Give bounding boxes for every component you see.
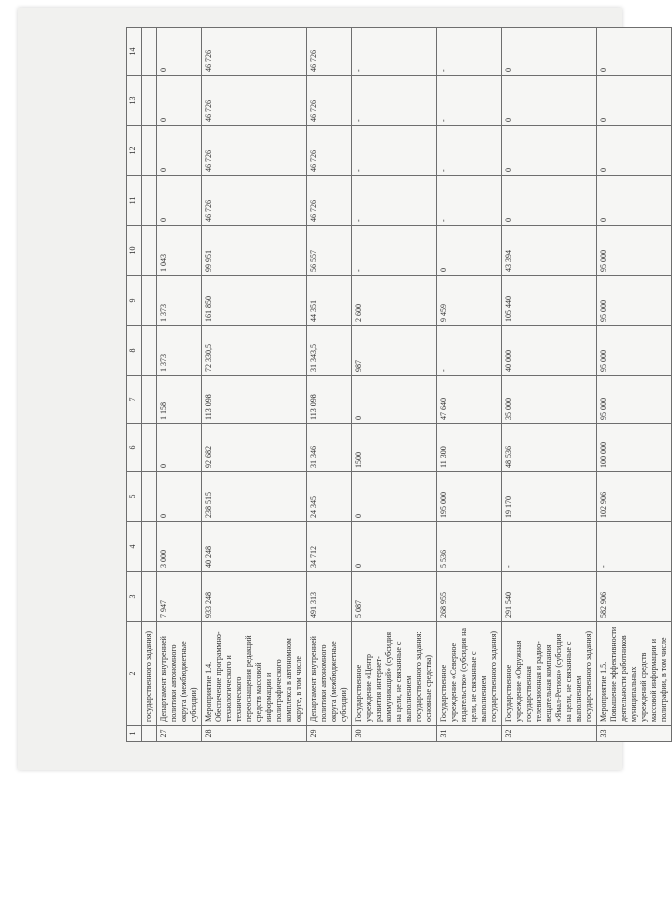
value-cell: 5 536	[437, 522, 502, 572]
column-number-5: 5	[127, 472, 142, 522]
value-cell: 3 000	[157, 522, 202, 572]
value-cell: 1 043	[157, 226, 202, 276]
row-index-cell: 27	[157, 726, 202, 742]
table-row	[157, 28, 202, 742]
value-cell: 95 000	[597, 226, 672, 276]
value-cell	[142, 522, 157, 572]
value-cell: 113 098	[202, 376, 307, 424]
value-cell: 7 947	[157, 572, 202, 622]
table-row	[202, 28, 307, 742]
value-cell: 44 351	[307, 276, 352, 326]
value-cell: 1 373	[157, 276, 202, 326]
value-cell: 0	[502, 28, 597, 76]
value-cell: 491 313	[307, 572, 352, 622]
value-cell: -	[437, 126, 502, 176]
column-number-3: 3	[127, 572, 142, 622]
value-cell: 56 557	[307, 226, 352, 276]
value-cell: 46 726	[307, 76, 352, 126]
column-number-6: 6	[127, 424, 142, 472]
table-row	[597, 28, 672, 742]
value-cell: 291 540	[502, 572, 597, 622]
value-cell: 5 087	[352, 572, 437, 622]
budget-table	[126, 27, 672, 742]
value-cell: 92 682	[202, 424, 307, 472]
value-cell: 0	[352, 472, 437, 522]
value-cell: -	[352, 226, 437, 276]
value-cell: 46 726	[307, 28, 352, 76]
value-cell: 48 536	[502, 424, 597, 472]
row-description-cell: Мероприятие 1.5. Повышение эффективности деятельности работников муниципальных учреждений средств массовой информации и полиграфии, в том числе	[597, 622, 672, 726]
value-cell: 161 850	[202, 276, 307, 326]
value-cell: 46 726	[202, 126, 307, 176]
row-description-cell: Государственное учреждение «Окружная государственная телевизионная и радио-вещательная компания «Ямал-Регион» (субсидия на цели, не связанные с выполнением государственного задания)	[502, 622, 597, 726]
value-cell: 24 345	[307, 472, 352, 522]
column-number-14: 14	[127, 28, 142, 76]
table-row	[307, 28, 352, 742]
value-cell: -	[437, 176, 502, 226]
value-cell: 34 712	[307, 522, 352, 572]
value-cell: 0	[352, 522, 437, 572]
value-cell: 0	[597, 126, 672, 176]
row-description-cell: Государственное учреждение «Центр развития интернет-коммуникаций» (субсидия на цели, не связанные с выполнением государственного задания: основные средства)	[352, 622, 437, 726]
value-cell: 582 906	[597, 572, 672, 622]
column-number-row	[127, 28, 142, 742]
value-cell: 9 459	[437, 276, 502, 326]
value-cell: -	[502, 522, 597, 572]
value-cell: 0	[437, 226, 502, 276]
value-cell: 0	[157, 126, 202, 176]
value-cell: 46 726	[307, 126, 352, 176]
value-cell: 238 515	[202, 472, 307, 522]
row-description-cell: Департамент внутренней политики автономного округа (межбюджетные субсидии)	[307, 622, 352, 726]
value-cell	[142, 424, 157, 472]
value-cell: 0	[157, 76, 202, 126]
value-cell: 933 248	[202, 572, 307, 622]
value-cell: 11 300	[437, 424, 502, 472]
value-cell: 19 170	[502, 472, 597, 522]
value-cell: 0	[502, 126, 597, 176]
value-cell: 268 955	[437, 572, 502, 622]
value-cell: 0	[597, 76, 672, 126]
row-description-cell: Департамент внутренней политики автономного округа (межбюджетные субсидии)	[157, 622, 202, 726]
value-cell: 0	[157, 424, 202, 472]
row-description-cell: государственного задания)	[142, 622, 157, 726]
value-cell: 0	[502, 76, 597, 126]
value-cell: -	[437, 326, 502, 376]
table-row	[352, 28, 437, 742]
value-cell: 46 726	[202, 76, 307, 126]
value-cell: 72 330,5	[202, 326, 307, 376]
value-cell: 100 000	[597, 424, 672, 472]
value-cell: 40 248	[202, 522, 307, 572]
value-cell: 0	[502, 176, 597, 226]
value-cell: -	[352, 28, 437, 76]
column-number-2: 2	[127, 622, 142, 726]
value-cell: 35 000	[502, 376, 597, 424]
value-cell: 987	[352, 326, 437, 376]
value-cell: 43 394	[502, 226, 597, 276]
value-cell: 2 600	[352, 276, 437, 326]
value-cell: 46 726	[202, 176, 307, 226]
row-index-cell: 28	[202, 726, 307, 742]
table-row	[437, 28, 502, 742]
column-number-10: 10	[127, 226, 142, 276]
column-number-1: 1	[127, 726, 142, 742]
row-index-cell: 29	[307, 726, 352, 742]
value-cell	[142, 28, 157, 76]
value-cell: 99 951	[202, 226, 307, 276]
row-index-cell: 33	[597, 726, 672, 742]
row-index-cell: 31	[437, 726, 502, 742]
value-cell	[142, 572, 157, 622]
value-cell: 1 158	[157, 376, 202, 424]
value-cell	[142, 276, 157, 326]
document-page	[18, 8, 668, 770]
value-cell: -	[352, 126, 437, 176]
value-cell: 31 343,5	[307, 326, 352, 376]
value-cell	[142, 376, 157, 424]
value-cell: -	[437, 28, 502, 76]
value-cell	[142, 326, 157, 376]
column-number-11: 11	[127, 176, 142, 226]
value-cell: 46 726	[202, 28, 307, 76]
value-cell: 195 000	[437, 472, 502, 522]
row-description-cell: Мероприятие 1.4. Обеспечение программно-технологического и технического переоснащения редакций средств массовой информации и полиграфического комплекса в автономном округе, в том числе	[202, 622, 307, 726]
value-cell: 0	[597, 28, 672, 76]
column-number-9: 9	[127, 276, 142, 326]
value-cell: -	[437, 76, 502, 126]
value-cell: 40 000	[502, 326, 597, 376]
row-description-cell: Государственное учреждение «Северное издательство» (субсидия на цели, не связанные с выполнением государственного задания)	[437, 622, 502, 726]
value-cell: 95 000	[597, 326, 672, 376]
value-cell	[142, 176, 157, 226]
column-number-13: 13	[127, 76, 142, 126]
value-cell: -	[352, 76, 437, 126]
value-cell: -	[597, 522, 672, 572]
value-cell: 95 000	[597, 376, 672, 424]
value-cell	[142, 472, 157, 522]
rotated-table-wrapper	[126, 28, 668, 742]
row-index-cell	[142, 726, 157, 742]
value-cell: 0	[597, 176, 672, 226]
value-cell: 46 726	[307, 176, 352, 226]
value-cell	[142, 226, 157, 276]
table-row	[142, 28, 157, 742]
value-cell: 0	[157, 176, 202, 226]
row-index-cell: 30	[352, 726, 437, 742]
value-cell: 47 640	[437, 376, 502, 424]
value-cell: 0	[157, 28, 202, 76]
value-cell: 95 000	[597, 276, 672, 326]
value-cell: 102 906	[597, 472, 672, 522]
value-cell: -	[352, 176, 437, 226]
row-index-cell: 32	[502, 726, 597, 742]
value-cell: 105 440	[502, 276, 597, 326]
table-row	[502, 28, 597, 742]
value-cell: 0	[352, 376, 437, 424]
value-cell: 0	[157, 472, 202, 522]
column-number-7: 7	[127, 376, 142, 424]
value-cell: 113 098	[307, 376, 352, 424]
value-cell: 31 346	[307, 424, 352, 472]
value-cell	[142, 126, 157, 176]
column-number-8: 8	[127, 326, 142, 376]
value-cell: 1 373	[157, 326, 202, 376]
column-number-4: 4	[127, 522, 142, 572]
value-cell	[142, 76, 157, 126]
column-number-12: 12	[127, 126, 142, 176]
value-cell: 1500	[352, 424, 437, 472]
